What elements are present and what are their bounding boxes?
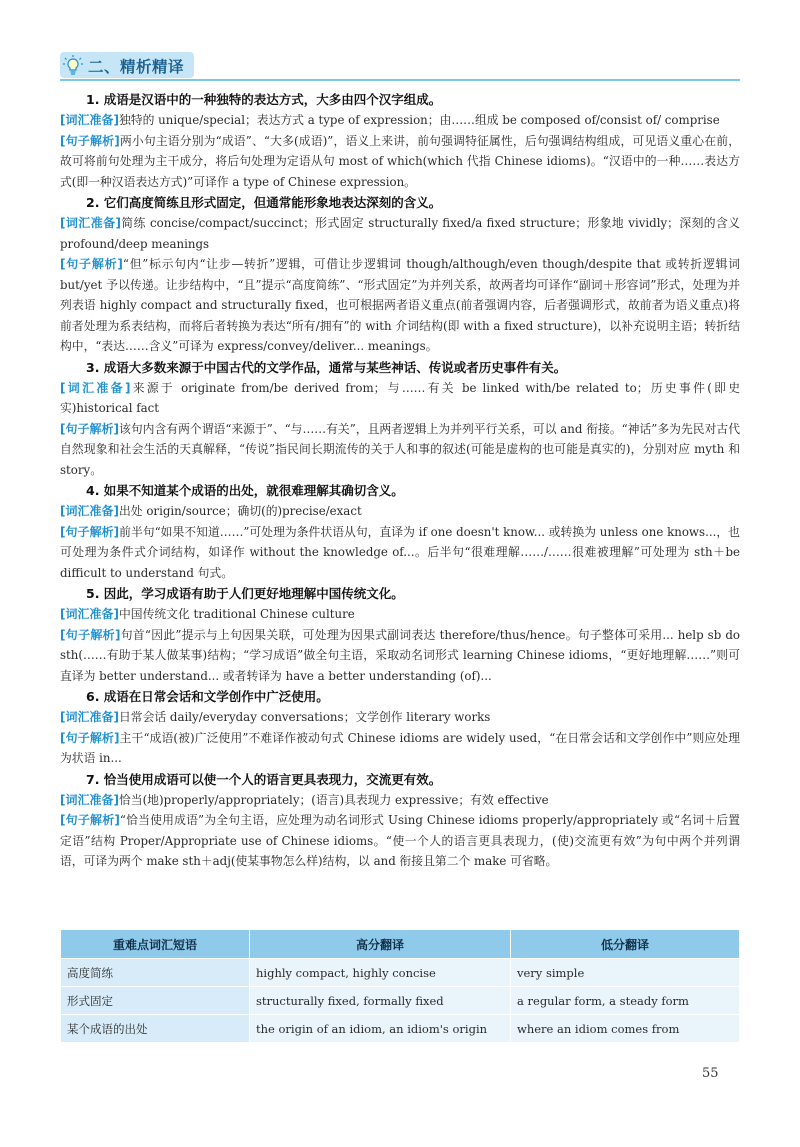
analysis-item <box>60 583 740 686</box>
analysis-item <box>60 192 740 357</box>
table-cell: a regular form, a steady form <box>511 987 740 1015</box>
source-sentence: 6. 成语在日常会话和文学创作中广泛使用。 <box>86 689 329 704</box>
page-number: 55 <box>702 1066 719 1081</box>
analysis-note <box>60 254 740 357</box>
analysis-note <box>60 810 740 872</box>
vocab-note <box>60 604 740 625</box>
source-sentence: 3. 成语大多数来源于中国古代的文学作品，通常与某些神话、传说或者历史事件有关。 <box>86 359 567 375</box>
vocab-tag: [词汇准备] <box>60 710 119 724</box>
analysis-item <box>60 89 740 192</box>
analysis-text: “但”标示句内“让步—转折”逻辑，可借让步逻辑词 though/although/even though/despite that 或转折逻辑词 but/yet 予以传递。让步结构中，“且”提示“高度简练”、“形式固定”为并列关系，故两者均可译作“副词＋形容词”形式，处理为并列表语 highly compact and structurally fixed，也可根据两者语义重点(前者强调内容，后者强调形式，故前者为语义重点)将前者处理为系表结构，而将后者转换为表达“所有/拥有”的 with 介词结构(即 with a fixed structure)，以补充说明主语；转折结构中，“表达……含义”可译为 express/convey/deliver... meanings。 <box>60 257 740 353</box>
table-header-row <box>61 930 740 959</box>
table-row <box>61 987 740 1015</box>
table-cell: the origin of an idiom, an idiom's origin <box>250 1015 511 1043</box>
table-cell: 形式固定 <box>61 987 250 1015</box>
source-sentence: 4. 如果不知道某个成语的出处，就很难理解其确切含义。 <box>86 483 404 498</box>
table-cell: 某个成语的出处 <box>61 1015 250 1043</box>
source-sentence: 2. 它们高度简练且形式固定，但通常能形象地表达深刻的含义。 <box>86 195 442 210</box>
analysis-tag: [句子解析] <box>60 627 121 642</box>
analysis-note <box>60 728 740 769</box>
analysis-content <box>60 89 740 872</box>
table-cell: where an idiom comes from <box>511 1015 740 1043</box>
analysis-tag: [句子解析] <box>60 257 123 271</box>
table-cell: structurally fixed, formally fixed <box>250 987 511 1015</box>
analysis-text: “恰当使用成语”为全句主语，应处理为动名词形式 Using Chinese idioms properly/appropriately 或“名词＋后置定语”结构 Proper/Appropriate use of Chinese idioms。“使一个人的语言更具表现力，(使)交流更有效”为句中两个并列谓语，可译为两个 make sth＋adj(使某事物怎么样)结构，以 and 衔接且第二个 make 可省略。 <box>60 813 740 868</box>
analysis-text: 两小句主语分别为“成语”、“大多(成语)”，语义上来讲，前句强调特征属性，后句强调结构组成，可见语义重心在前，故可将前句处理为主干成分，将后句处理为定语从句 most of which(which 代指 Chinese idioms)。“汉语中的一种……表达方式(即一种汉语表达方式)”可译作 a type of Chinese expression。 <box>60 133 740 189</box>
vocab-table <box>60 929 740 1043</box>
source-sentence: 5. 因此，学习成语有助于人们更好地理解中国传统文化。 <box>86 586 404 601</box>
analysis-tag: [句子解析] <box>60 730 120 745</box>
vocab-tag: [词汇准备] <box>60 216 122 230</box>
lightbulb-icon <box>62 54 84 76</box>
vocab-text: 出处 origin/source；确切(的)precise/exact <box>118 504 362 518</box>
vocab-text: 来源于 originate from/be derived from；与……有关 be linked with/be related to；历史事件(即史实)historical fact <box>60 380 740 415</box>
analysis-note <box>60 625 740 687</box>
table-header-cell: 低分翻译 <box>511 930 740 959</box>
table-row <box>61 959 740 987</box>
vocab-note <box>60 213 740 254</box>
analysis-note <box>60 131 740 193</box>
vocab-tag: [词汇准备] <box>60 504 119 518</box>
vocab-tag: [词汇准备] <box>60 792 119 807</box>
vocab-note <box>60 378 740 419</box>
vocab-text: 简练 concise/compact/succinct；形式固定 structurally fixed/a fixed structure；形象地 vividly；深刻的含义 profound/deep meanings <box>60 216 740 251</box>
table-cell: highly compact, highly concise <box>250 959 511 987</box>
table-cell: very simple <box>511 959 740 987</box>
analysis-tag: [句子解析] <box>60 421 120 436</box>
table-header-cell: 高分翻译 <box>250 930 511 959</box>
vocab-text: 独特的 unique/special；表达方式 a type of expression；由……组成 be composed of/consist of/ comprise <box>118 113 720 127</box>
vocab-note <box>60 501 740 522</box>
vocab-text: 恰当(地)properly/appropriately；(语言)具表现力 expressive；有效 effective <box>118 792 549 807</box>
vocab-tag: [词汇准备] <box>60 380 131 395</box>
analysis-text: 前半句“如果不知道……”可处理为条件状语从句，直译为 if one doesn't know... 或转换为 unless one knows...，也可处理为条件式介词结构，如译作 without the knowledge of...。后半句“很难理解……/……很难被理解”可处理为 sth＋be difficult to understand 句式。 <box>60 524 740 580</box>
analysis-item <box>60 357 740 481</box>
analysis-tag: [句子解析] <box>60 813 120 827</box>
section-title: 二、精析精译 <box>88 58 185 76</box>
table-cell: 高度简练 <box>61 959 250 987</box>
source-sentence: 1. 成语是汉语中的一种独特的表达方式，大多由四个汉字组成。 <box>86 92 442 107</box>
vocab-note <box>60 707 740 728</box>
analysis-text: 主干“成语(被)广泛使用”不难译作被动句式 Chinese idioms are widely used，“在日常会话和文学创作中”则应处理为状语 in... <box>60 730 740 765</box>
analysis-tag: [句子解析] <box>60 133 120 148</box>
vocab-text: 中国传统文化 traditional Chinese culture <box>118 607 355 621</box>
analysis-tag: [句子解析] <box>60 524 120 539</box>
vocab-tag: [词汇准备] <box>60 113 119 127</box>
vocab-note <box>60 110 740 131</box>
analysis-note <box>60 522 740 584</box>
analysis-note <box>60 419 740 481</box>
vocab-note <box>60 790 740 811</box>
source-sentence: 7. 恰当使用成语可以使一个人的语言更具表现力，交流更有效。 <box>86 771 442 787</box>
analysis-text: 句首“因此”提示与上句因果关联，可处理为因果式副词表达 therefore/thus/hence。句子整体可采用... help sb do sth(……有助于某人做某事)结构；“学习成语”做全句主语，采取动名词形式 learning Chinese idioms，“更好地理解……”则可直译为 better understand... 或者转译为 have a better understanding (of)... <box>60 627 740 683</box>
section-header <box>60 52 194 78</box>
table-row <box>61 1015 740 1043</box>
analysis-text: 该句内含有两个谓语“来源于”、“与……有关”，且两者逻辑上为并列平行关系，可以 and 衔接。“神话”多为先民对古代自然现象和社会生活的天真解释，“传说”指民间长期流传的关于人和事的叙述(可能是虚构的也可能是真实的)，分别对应 myth 和 story。 <box>60 421 740 477</box>
table-header-cell: 重难点词汇短语 <box>61 930 250 959</box>
analysis-item <box>60 769 740 872</box>
analysis-item <box>60 480 740 583</box>
vocab-tag: [词汇准备] <box>60 607 119 621</box>
header-divider <box>60 79 740 81</box>
vocab-text: 日常会话 daily/everyday conversations；文学创作 literary works <box>118 710 491 724</box>
analysis-item <box>60 686 740 769</box>
